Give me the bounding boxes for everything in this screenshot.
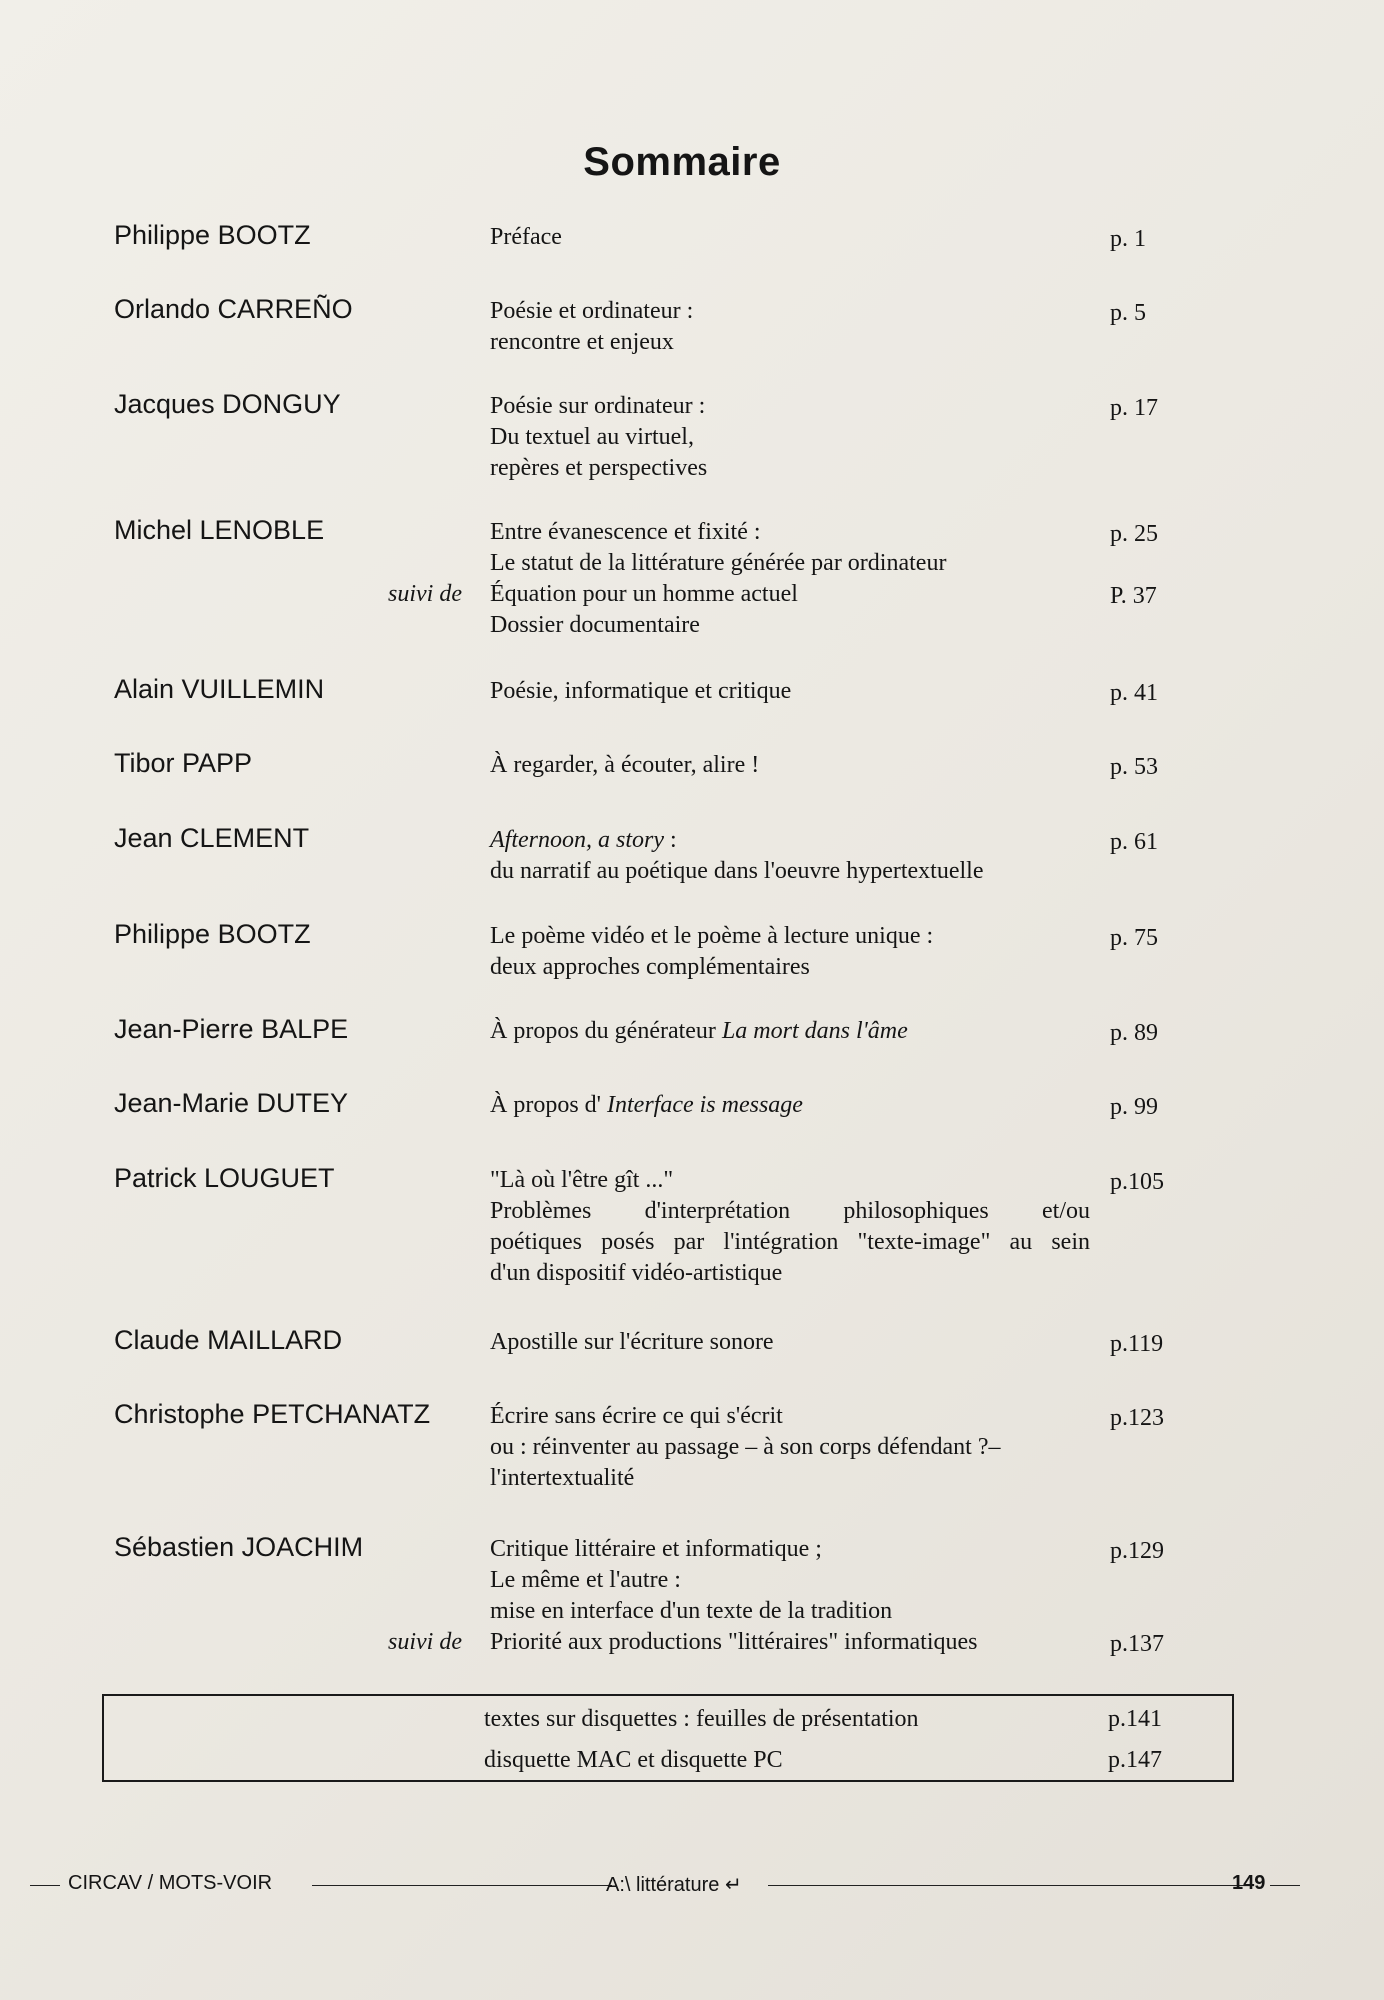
return-icon: ↵ xyxy=(724,1874,742,1896)
box-page-number: p.147 xyxy=(1108,1747,1162,1773)
box-line: textes sur disquettes : feuilles de présentation xyxy=(484,1706,919,1732)
toc-title-text: Problèmes d'interprétation philosophiques et/ou xyxy=(490,1198,1090,1224)
toc-title-line xyxy=(490,422,1090,453)
toc-title-text: Priorité aux productions "littéraires" informatiques xyxy=(490,1629,978,1655)
toc-title-text: Équation pour un homme actuel xyxy=(490,581,798,607)
toc-author: Michel LENOBLE xyxy=(114,515,325,545)
toc-page-number: p. 1 xyxy=(1110,226,1146,252)
toc-title-line xyxy=(490,517,1158,548)
toc-title-line xyxy=(388,579,1157,610)
toc-author: Claude MAILLARD xyxy=(114,1325,343,1355)
toc-page-number: p. 53 xyxy=(1110,754,1158,780)
toc-title-block xyxy=(490,391,1158,484)
toc-title-block xyxy=(490,1090,1158,1121)
toc-title-italic: Interface is message xyxy=(607,1092,803,1118)
toc-title-text: poétiques posés par l'intégration "texte-image" au sein xyxy=(490,1229,1090,1255)
toc-title-line xyxy=(490,1596,1090,1627)
toc-title-italic: Afternoon, a story xyxy=(490,827,664,853)
toc-title-text: repères et perspectives xyxy=(490,455,708,481)
toc-title-text: Le statut de la littérature générée par ordinateur xyxy=(490,550,947,576)
toc-author: Jean CLEMENT xyxy=(114,823,310,853)
toc-title-text: rencontre et enjeux xyxy=(490,329,674,355)
page-title: Sommaire xyxy=(583,140,781,184)
toc-title-block xyxy=(388,1534,1164,1658)
toc-title-text: À regarder, à écouter, alire ! xyxy=(490,752,760,778)
toc-title-text: "Là où l'être gît ..." xyxy=(490,1167,674,1193)
toc-page-number: p. 17 xyxy=(1110,395,1158,421)
toc-title-block xyxy=(388,517,1158,641)
toc-title-line xyxy=(490,1327,1164,1358)
toc-title-text: ou : réinventer au passage – à son corps défendant ?– xyxy=(490,1434,1001,1460)
footer-page-number: 149 xyxy=(1232,1872,1266,1894)
toc-title-line xyxy=(490,825,1158,856)
toc-suivi-de: suivi de xyxy=(388,581,462,607)
toc-title-block xyxy=(490,825,1158,887)
toc-title-block xyxy=(490,676,1158,707)
toc-title-line xyxy=(490,1401,1164,1432)
box-page-number: p.141 xyxy=(1108,1706,1162,1732)
toc-title-block xyxy=(490,921,1158,983)
footer-rule xyxy=(768,1885,1252,1886)
toc-title-block xyxy=(490,1016,1158,1047)
toc-title-line xyxy=(490,1165,1164,1196)
toc-title-text: Poésie sur ordinateur : xyxy=(490,393,706,419)
toc-author: Christophe PETCHANATZ xyxy=(114,1399,431,1429)
toc-title-line xyxy=(490,1565,1090,1596)
toc-title-line xyxy=(490,1463,1090,1494)
toc-page-number: p. 5 xyxy=(1110,300,1146,326)
toc-author: Philippe BOOTZ xyxy=(114,919,311,949)
toc-title-block xyxy=(490,222,1146,253)
toc-title-text: À propos d' xyxy=(490,1092,607,1118)
toc-title-line xyxy=(490,1090,1158,1121)
toc-title-text: deux approches complémentaires xyxy=(490,954,810,980)
toc-page-number: p.137 xyxy=(1110,1631,1164,1657)
toc-title-line xyxy=(490,1258,1090,1289)
toc-author: Jacques DONGUY xyxy=(114,389,341,419)
box-line: disquette MAC et disquette PC xyxy=(484,1747,783,1773)
toc-title-line xyxy=(490,921,1158,952)
toc-title-line xyxy=(490,1227,1090,1258)
page-footer xyxy=(30,1868,1304,1898)
toc-author: Alain VUILLEMIN xyxy=(114,674,325,704)
toc-title-text: Le poème vidéo et le poème à lecture unique : xyxy=(490,923,934,949)
toc-page-number: p. 75 xyxy=(1110,925,1158,951)
toc-title-line xyxy=(490,548,1090,579)
toc-title-line xyxy=(490,952,1090,983)
toc-author: Orlando CARREÑO xyxy=(114,294,353,324)
toc-title-text: Le même et l'autre : xyxy=(490,1567,681,1593)
toc-author: Tibor PAPP xyxy=(114,748,253,778)
toc-title-line xyxy=(490,750,1158,781)
toc-title-block xyxy=(490,1165,1164,1289)
toc-page-number: p. 61 xyxy=(1110,829,1158,855)
toc-title-text: Écrire sans écrire ce qui s'écrit xyxy=(490,1403,783,1429)
toc-title-line xyxy=(490,453,1090,484)
toc-page-number: p. 25 xyxy=(1110,521,1158,547)
footer-rule xyxy=(312,1885,612,1886)
toc-title-text: Critique littéraire et informatique ; xyxy=(490,1536,822,1562)
footer-path: A:\ littérature xyxy=(606,1874,720,1896)
toc-author: Patrick LOUGUET xyxy=(114,1163,335,1193)
toc-author: Jean-Marie DUTEY xyxy=(114,1088,349,1118)
toc-title-text: Entre évanescence et fixité : xyxy=(490,519,761,545)
toc-suivi-de: suivi de xyxy=(388,1629,462,1655)
toc-title-line xyxy=(490,327,1090,358)
footer-rule xyxy=(30,1885,60,1886)
toc-title-text: Poésie, informatique et critique xyxy=(490,678,792,704)
toc-page-number: p. 41 xyxy=(1110,680,1158,706)
toc-page-number: p. 99 xyxy=(1110,1094,1158,1120)
toc-title-text: Du textuel au virtuel, xyxy=(490,424,694,450)
toc-title-line xyxy=(490,856,1090,887)
toc-page-number: p.123 xyxy=(1110,1405,1164,1431)
footer-publisher: CIRCAV / MOTS-VOIR xyxy=(68,1872,273,1894)
toc-title-line xyxy=(490,676,1158,707)
footer-rule xyxy=(1270,1885,1300,1886)
toc-title-line xyxy=(490,1016,1158,1047)
toc-title-line xyxy=(490,391,1158,422)
toc-title-line xyxy=(388,1627,1164,1658)
toc-title-text: l'intertextualité xyxy=(490,1465,635,1491)
toc-title-line xyxy=(490,296,1146,327)
toc-author: Sébastien JOACHIM xyxy=(114,1532,364,1562)
toc-title-text: Dossier documentaire xyxy=(490,612,700,638)
toc-page-number: p.119 xyxy=(1110,1331,1164,1357)
toc-page-number: p.129 xyxy=(1110,1538,1164,1564)
diskette-box xyxy=(102,1694,1234,1782)
toc-page-number: P. 37 xyxy=(1110,583,1157,609)
toc-title-line xyxy=(490,222,1146,253)
toc-title-line xyxy=(490,610,1090,641)
toc-title-text: : xyxy=(664,827,677,853)
toc-title-text: d'un dispositif vidéo-artistique xyxy=(490,1260,783,1286)
toc-title-text: du narratif au poétique dans l'oeuvre hypertextuelle xyxy=(490,858,984,884)
footer-section xyxy=(606,1872,742,1897)
toc-author: Jean-Pierre BALPE xyxy=(114,1014,349,1044)
toc-author: Philippe BOOTZ xyxy=(114,220,311,250)
toc-title-text: À propos du générateur xyxy=(490,1018,722,1044)
toc-title-italic: La mort dans l'âme xyxy=(721,1018,908,1044)
toc-title-text: Apostille sur l'écriture sonore xyxy=(490,1329,774,1355)
toc-title-text: mise en interface d'un texte de la tradition xyxy=(490,1598,893,1624)
toc-page-number: p.105 xyxy=(1110,1169,1164,1195)
toc-title-line xyxy=(490,1196,1090,1227)
toc-title-block xyxy=(490,1327,1164,1358)
toc-title-block xyxy=(490,1401,1164,1494)
toc-title-block xyxy=(490,750,1158,781)
toc-title-line xyxy=(490,1534,1164,1565)
toc-page-number: p. 89 xyxy=(1110,1020,1158,1046)
toc-title-block xyxy=(490,296,1146,358)
toc-title-text: Préface xyxy=(490,224,562,250)
toc-title-text: Poésie et ordinateur : xyxy=(490,298,694,324)
toc-title-line xyxy=(490,1432,1090,1463)
